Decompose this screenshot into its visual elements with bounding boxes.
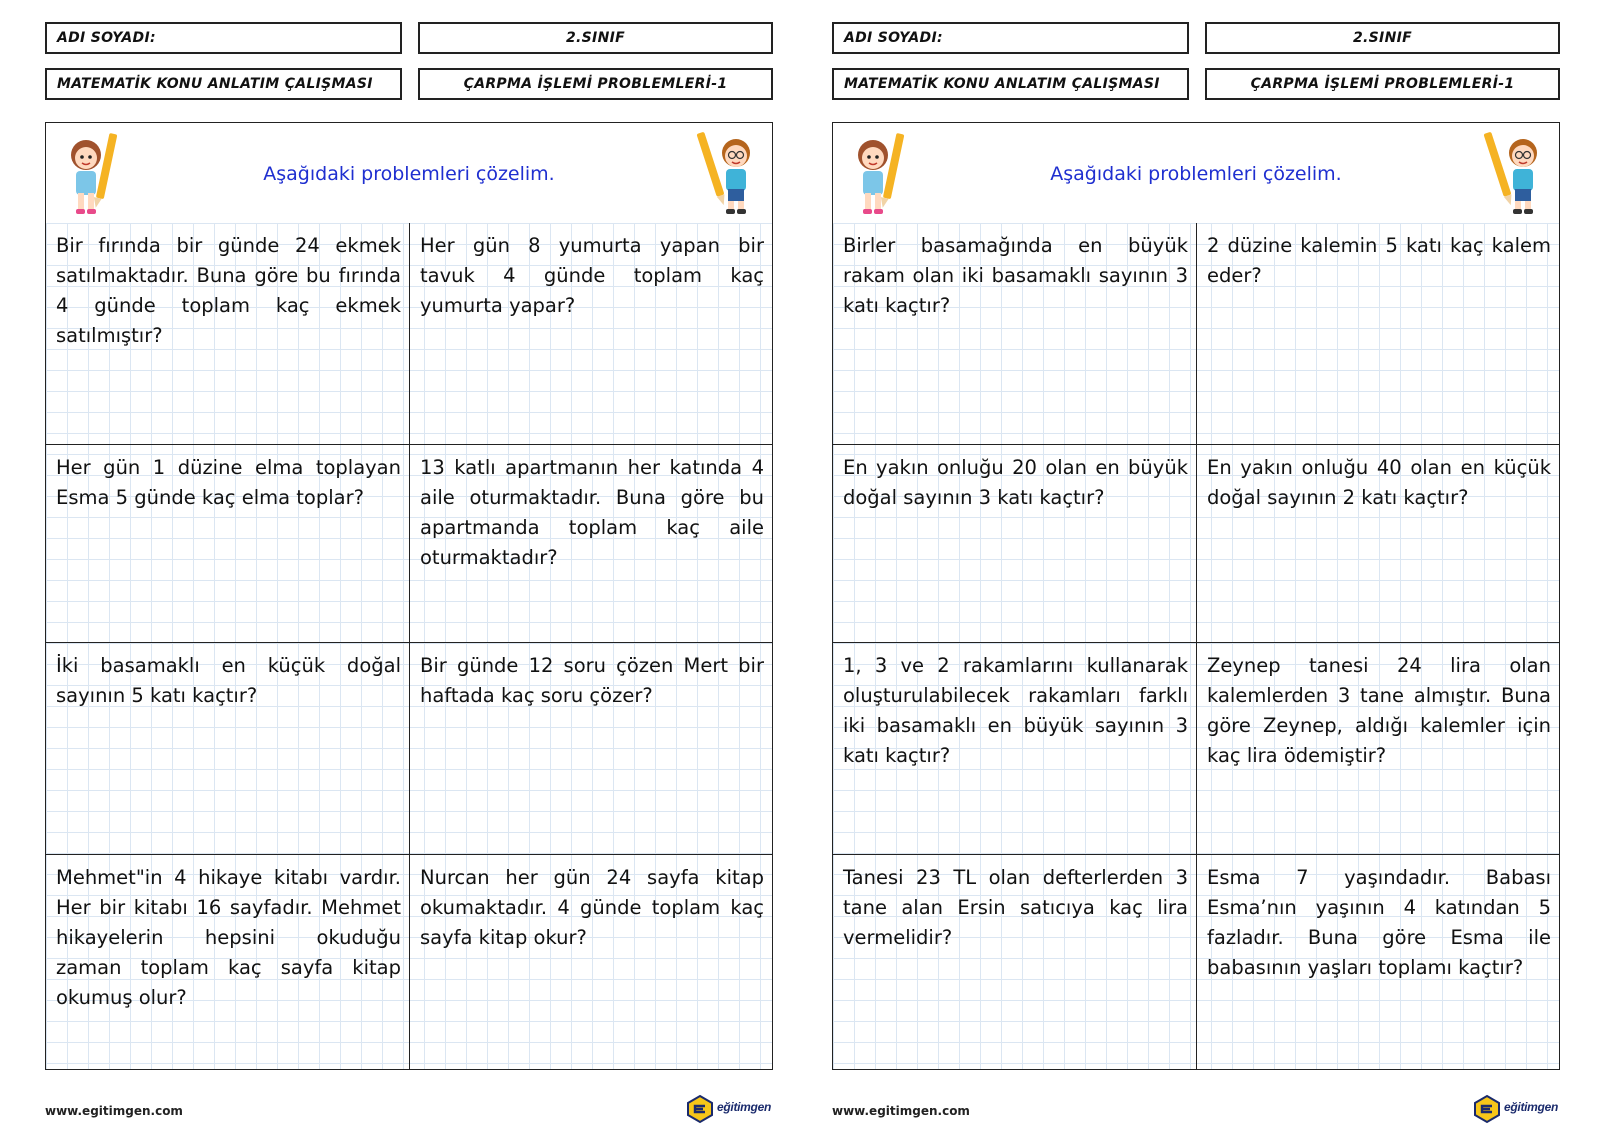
problem-text: 2 düzine kalemin 5 katı kaç kalem eder? bbox=[1207, 234, 1551, 287]
problem-text: Nurcan her gün 24 sayfa kitap okumaktadır. 4 günde toplam kaç sayfa kitap okur? bbox=[420, 866, 764, 949]
course-title: MATEMATİK KONU ANLATIM ÇALIŞMASI bbox=[57, 76, 373, 92]
problem-text: Her gün 1 düzine elma toplayan Esma 5 günde kaç elma toplar? bbox=[56, 456, 401, 509]
egitimgen-logo bbox=[1472, 1094, 1558, 1124]
name-field[interactable] bbox=[832, 22, 1189, 54]
name-field[interactable] bbox=[45, 22, 402, 54]
topic-title: ÇARPMA İŞLEMİ PROBLEMLERİ-1 bbox=[1250, 76, 1515, 92]
logo-text: eğitimgen bbox=[1504, 1100, 1558, 1114]
problem-text: Bir günde 12 soru çözen Mert bir haftada kaç soru çözer? bbox=[420, 654, 764, 707]
logo-text: eğitimgen bbox=[717, 1100, 771, 1114]
problem-text: Mehmet"in 4 hikaye kitabı vardır. Her bir kitabı 16 sayfadır. Mehmet hikayelerin hepsini okuduğu zaman toplam kaç sayfa kitap okumuş olur? bbox=[56, 866, 401, 1009]
name-label: ADI SOYADI: bbox=[844, 30, 943, 46]
problem-text: Tanesi 23 TL olan defterlerden 3 tane alan Ersin satıcıya kaç lira vermelidir? bbox=[843, 866, 1188, 949]
problem-cell[interactable] bbox=[833, 855, 1197, 1069]
grade-label: 2.SINIF bbox=[566, 30, 625, 46]
problem-cell[interactable] bbox=[833, 445, 1197, 643]
hexagon-e-icon bbox=[1472, 1094, 1502, 1124]
boy-with-pencil-icon bbox=[694, 129, 758, 219]
problem-cell[interactable] bbox=[1197, 445, 1559, 643]
course-title: MATEMATİK KONU ANLATIM ÇALIŞMASI bbox=[844, 76, 1160, 92]
problem-cell[interactable] bbox=[833, 643, 1197, 855]
topic-box bbox=[1205, 68, 1560, 100]
problem-sheet bbox=[832, 122, 1560, 1070]
page-footer bbox=[45, 1082, 773, 1122]
problem-cell[interactable] bbox=[1197, 223, 1559, 445]
page-footer bbox=[832, 1082, 1560, 1122]
problem-text: Birler basamağında en büyük rakam olan iki basamaklı sayının 3 katı kaçtır? bbox=[843, 234, 1188, 317]
grade-box bbox=[1205, 22, 1560, 54]
problem-cell[interactable] bbox=[410, 643, 772, 855]
grade-box bbox=[418, 22, 773, 54]
problem-grid bbox=[833, 223, 1559, 1069]
problem-text: İki basamaklı en küçük doğal sayının 5 katı kaçtır? bbox=[56, 654, 401, 707]
worksheet-page-1 bbox=[45, 22, 773, 1118]
course-box bbox=[832, 68, 1189, 100]
problem-text: Esma 7 yaşındadır. Babası Esma’nın yaşının 4 katından 5 fazladır. Buna göre Esma ile babasının yaşları toplamı kaçtır? bbox=[1207, 866, 1551, 979]
grade-label: 2.SINIF bbox=[1353, 30, 1412, 46]
website-link[interactable]: www.egitimgen.com bbox=[832, 1104, 970, 1118]
problem-cell[interactable] bbox=[833, 223, 1197, 445]
problem-text: Zeynep tanesi 24 lira olan kalemlerden 3 tane almıştır. Buna göre Zeynep, aldığı kalemler için kaç lira ödemiştir? bbox=[1207, 654, 1551, 767]
worksheet-page-2 bbox=[832, 22, 1560, 1118]
problem-text: En yakın onluğu 20 olan en büyük doğal sayının 3 katı kaçtır? bbox=[843, 456, 1188, 509]
problem-cell[interactable] bbox=[46, 855, 410, 1069]
hexagon-e-icon bbox=[685, 1094, 715, 1124]
problem-cell[interactable] bbox=[46, 223, 410, 445]
problem-text: Bir fırında bir günde 24 ekmek satılmaktadır. Buna göre bu fırında 4 günde toplam kaç ekmek satılmıştır? bbox=[56, 234, 401, 347]
problem-text: En yakın onluğu 40 olan en küçük doğal sayının 2 katı kaçtır? bbox=[1207, 456, 1551, 509]
instruction-text: Aşağıdaki problemleri çözelim. bbox=[1050, 163, 1342, 185]
egitimgen-logo bbox=[685, 1094, 771, 1124]
problem-cell[interactable] bbox=[410, 445, 772, 643]
problem-cell[interactable] bbox=[46, 643, 410, 855]
topic-title: ÇARPMA İŞLEMİ PROBLEMLERİ-1 bbox=[463, 76, 728, 92]
name-label: ADI SOYADI: bbox=[57, 30, 156, 46]
problem-text: 13 katlı apartmanın her katında 4 aile oturmaktadır. Buna göre bu apartmanda toplam kaç aile oturmaktadır? bbox=[420, 456, 764, 569]
problem-cell[interactable] bbox=[1197, 855, 1559, 1069]
problem-text: Her gün 8 yumurta yapan bir tavuk 4 günde toplam kaç yumurta yapar? bbox=[420, 234, 764, 317]
instruction-text: Aşağıdaki problemleri çözelim. bbox=[263, 163, 555, 185]
instruction-banner bbox=[46, 123, 772, 224]
problem-cell[interactable] bbox=[410, 223, 772, 445]
course-box bbox=[45, 68, 402, 100]
website-link[interactable]: www.egitimgen.com bbox=[45, 1104, 183, 1118]
boy-with-pencil-icon bbox=[1481, 129, 1545, 219]
problem-text: 1, 3 ve 2 rakamlarını kullanarak oluşturulabilecek rakamları farklı iki basamaklı en büyük sayının 3 katı kaçtır? bbox=[843, 654, 1188, 767]
problem-grid bbox=[46, 223, 772, 1069]
problem-cell[interactable] bbox=[46, 445, 410, 643]
problem-cell[interactable] bbox=[1197, 643, 1559, 855]
topic-box bbox=[418, 68, 773, 100]
problem-sheet bbox=[45, 122, 773, 1070]
instruction-banner bbox=[833, 123, 1559, 224]
problem-cell[interactable] bbox=[410, 855, 772, 1069]
